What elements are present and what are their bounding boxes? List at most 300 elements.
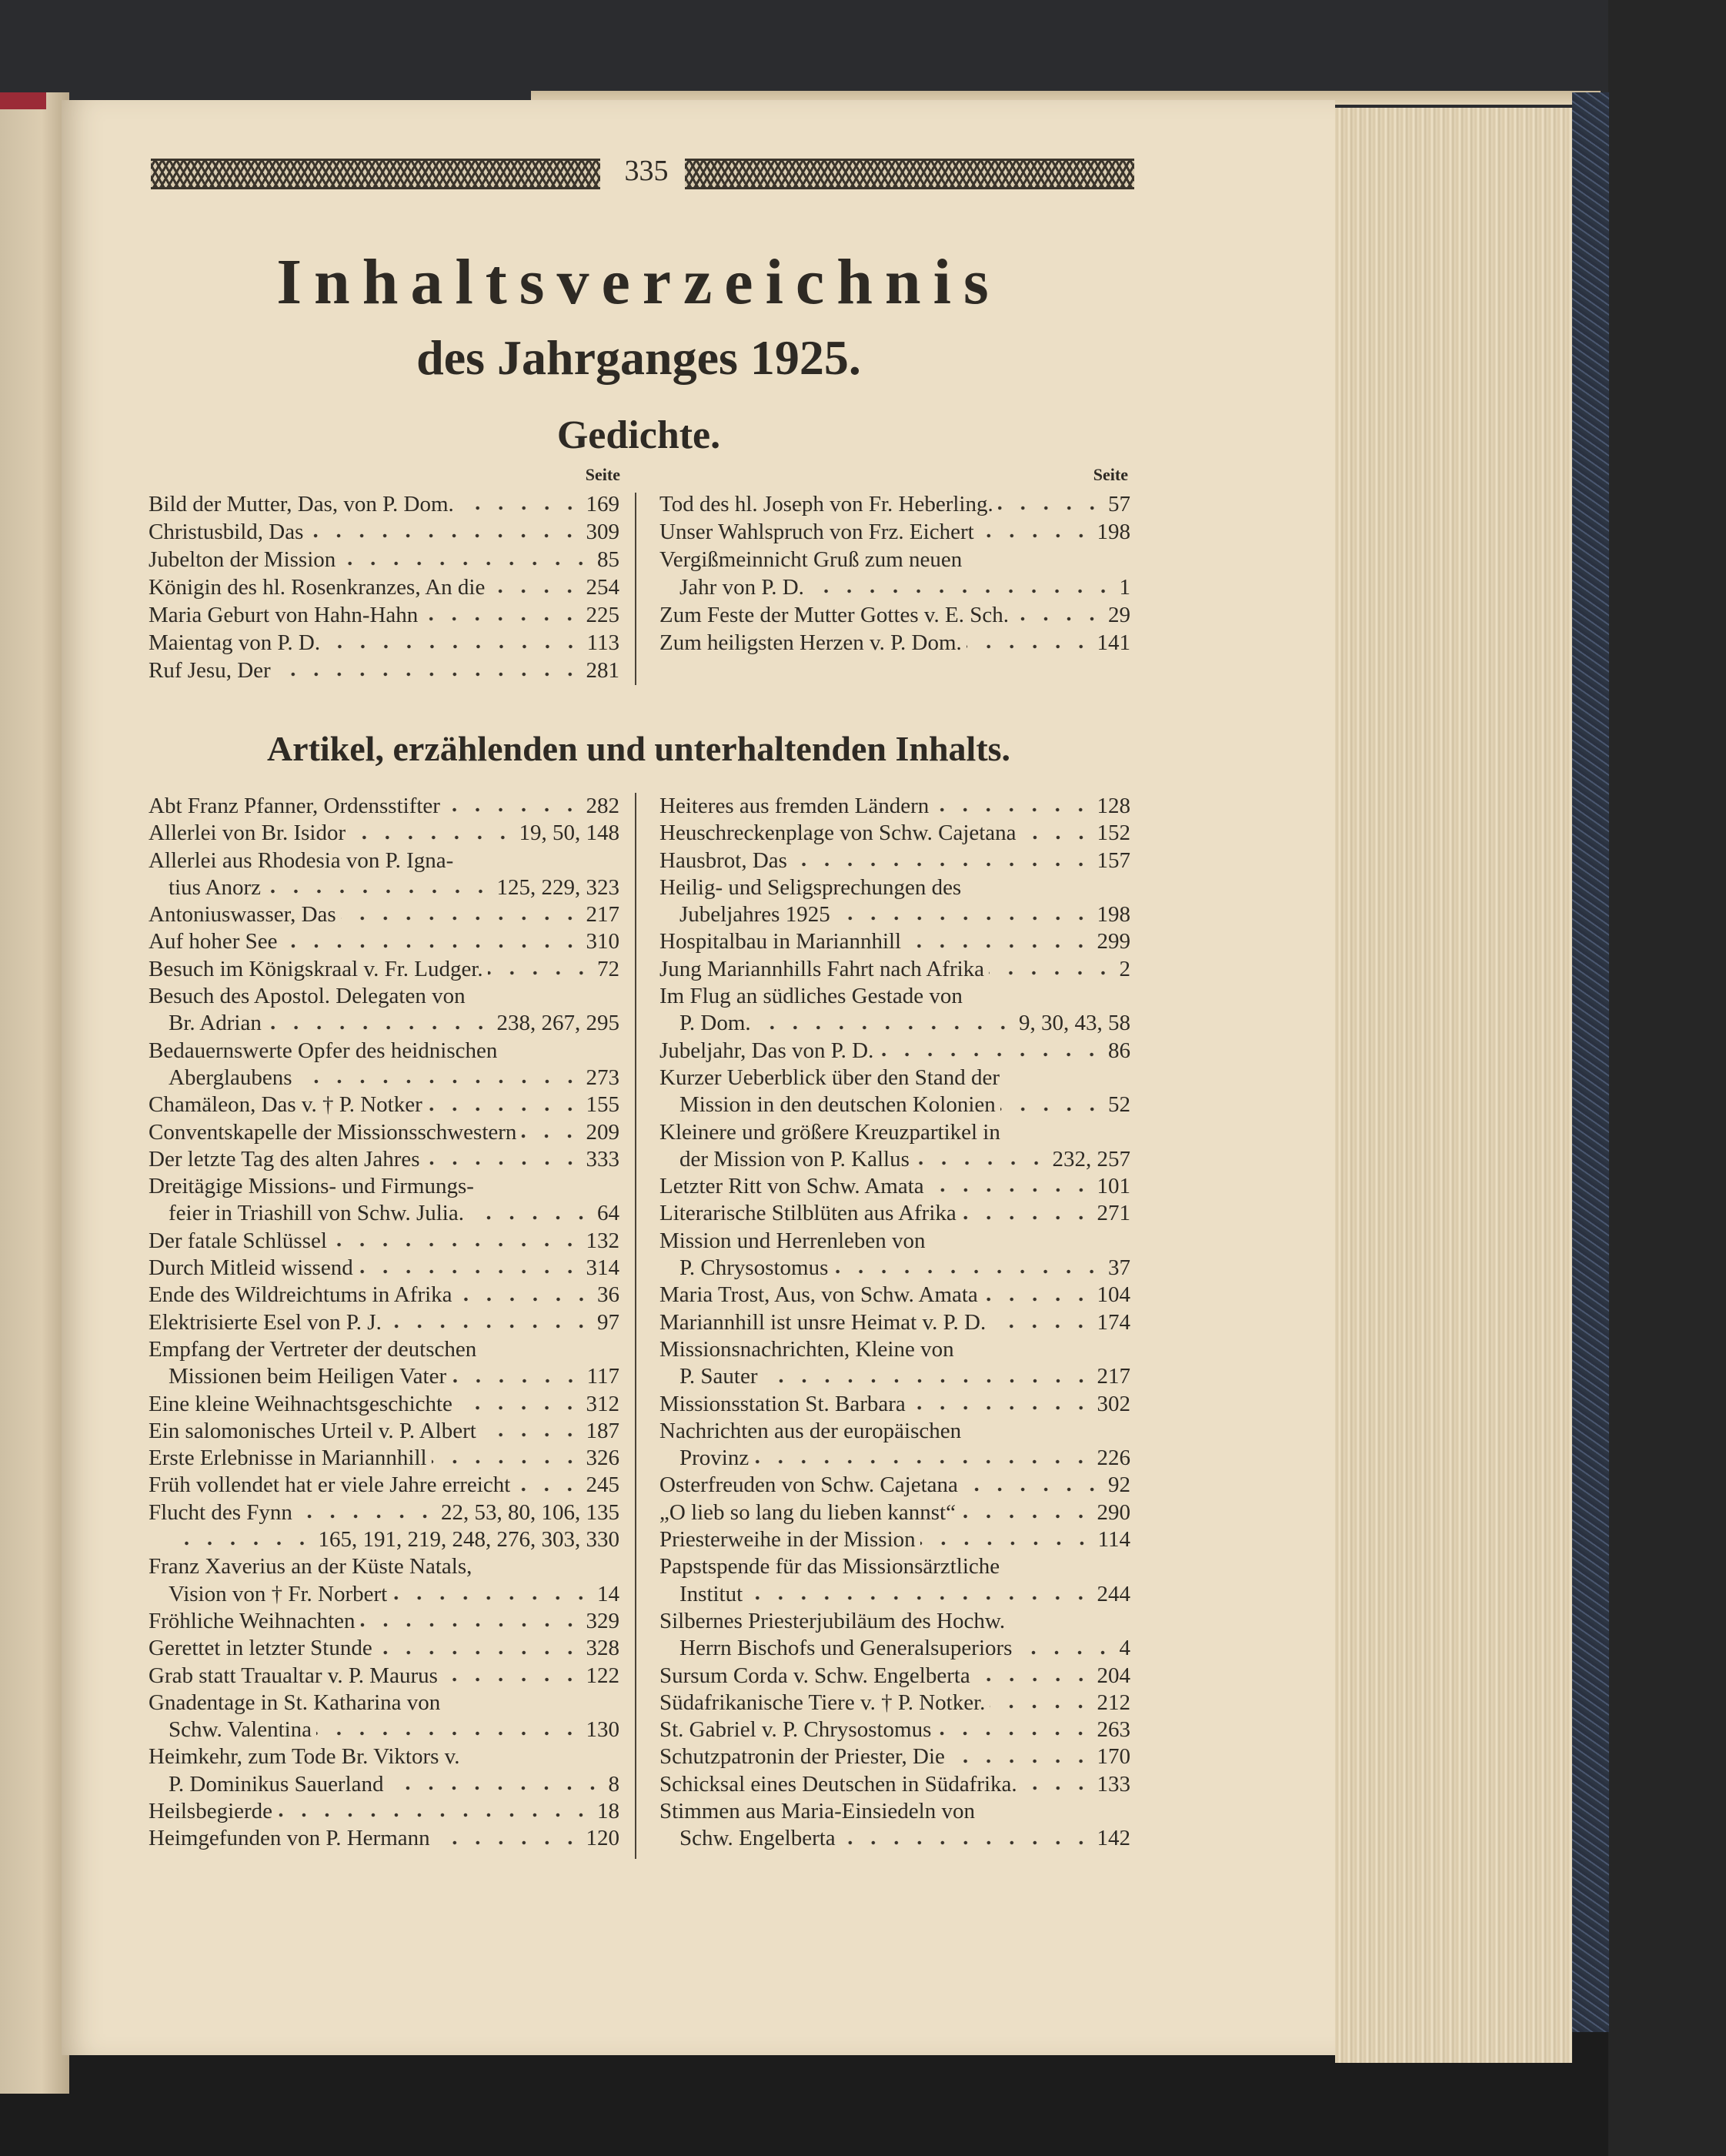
entry-page-number: 36 bbox=[597, 1282, 619, 1308]
dot-leader bbox=[488, 970, 593, 976]
entry-title: „O lieb so lang du lieben kannst“ bbox=[659, 1499, 956, 1525]
dot-leader bbox=[427, 1106, 582, 1112]
entry-title: Mission in den deutschen Kolonien bbox=[679, 1092, 996, 1118]
article-entry bbox=[149, 1581, 619, 1608]
entry-title: feier in Triashill von Schw. Julia. bbox=[169, 1201, 464, 1226]
article-entry bbox=[149, 956, 619, 983]
dot-leader bbox=[341, 915, 582, 921]
entry-title: Schw. Engelberta bbox=[679, 1826, 836, 1851]
entry-title: Eine kleine Weihnachtsgeschichte bbox=[149, 1391, 452, 1416]
entry-page-number: 152 bbox=[1097, 821, 1130, 846]
section-heading-articles: Artikel, erzählenden und unterhaltenden Inhalts. bbox=[266, 729, 1011, 768]
seite-label-left: Seite bbox=[585, 465, 620, 484]
article-entry bbox=[659, 1418, 1130, 1445]
poem-entry bbox=[149, 573, 619, 601]
article-entry bbox=[659, 901, 1130, 928]
entry-title: Dreitägige Missions- und Firmungs- bbox=[149, 1174, 474, 1199]
article-entry bbox=[149, 1391, 619, 1418]
entry-title: Maria Trost, Aus, von Schw. Amata bbox=[659, 1282, 978, 1308]
article-entry bbox=[149, 820, 619, 847]
article-entry bbox=[659, 1581, 1130, 1608]
entry-page-number: 263 bbox=[1097, 1717, 1130, 1743]
entry-page-number: 19, 50, 148 bbox=[519, 821, 619, 846]
entry-page-number: 104 bbox=[1097, 1282, 1130, 1308]
article-entry bbox=[659, 1690, 1130, 1716]
article-entry bbox=[149, 1825, 619, 1852]
entry-title: Mission und Herrenleben von bbox=[659, 1228, 926, 1253]
entry-page-number: 8 bbox=[608, 1771, 619, 1797]
entry-page-number: 72 bbox=[597, 956, 619, 981]
entry-title: Der letzte Tag des alten Jahres bbox=[149, 1146, 420, 1172]
article-entry bbox=[659, 1038, 1130, 1065]
dot-leader bbox=[929, 1187, 1093, 1193]
dot-leader bbox=[914, 1160, 1048, 1166]
entry-page-number: 169 bbox=[586, 492, 619, 516]
dot-leader bbox=[515, 1486, 581, 1492]
entry-title: Missionen beim Heiligen Vater bbox=[169, 1364, 447, 1389]
article-entry bbox=[149, 1635, 619, 1662]
column-divider bbox=[635, 493, 636, 685]
article-entry bbox=[149, 847, 619, 874]
entry-title: Schw. Valentina bbox=[169, 1717, 312, 1743]
dot-leader bbox=[963, 1486, 1103, 1492]
entry-title: Heilsbegierde bbox=[149, 1798, 273, 1823]
article-entry bbox=[149, 928, 619, 955]
entry-page-number: 92 bbox=[1108, 1472, 1130, 1498]
entry-page-number: 165, 191, 219, 248, 276, 303, 330 bbox=[318, 1527, 619, 1553]
dot-leader bbox=[936, 1730, 1092, 1736]
entry-page-number: 157 bbox=[1097, 847, 1130, 873]
article-entry bbox=[149, 901, 619, 928]
article-entry bbox=[659, 1608, 1130, 1635]
entry-title: Mariannhill ist unsre Heimat v. P. D. bbox=[659, 1309, 987, 1335]
entry-title: Jahr von P. D. bbox=[679, 575, 804, 600]
dot-leader bbox=[521, 1133, 581, 1139]
dot-leader bbox=[1022, 1785, 1093, 1791]
dot-leader bbox=[386, 1323, 593, 1329]
dot-leader bbox=[457, 1296, 593, 1302]
entry-page-number: 128 bbox=[1097, 794, 1130, 818]
entry-title: Zum Feste der Mutter Gottes v. E. Sch. bbox=[659, 603, 1009, 627]
entry-title: Maientag von P. D. bbox=[149, 630, 321, 655]
entry-title: Kurzer Ueberblick über den Stand der bbox=[659, 1065, 1000, 1090]
entry-title: Flucht des Fynn bbox=[149, 1499, 292, 1525]
article-entry bbox=[149, 1119, 619, 1146]
article-entry bbox=[149, 793, 619, 820]
article-entry bbox=[149, 1146, 619, 1173]
article-entry bbox=[149, 1499, 619, 1526]
entry-title: Sursum Corda v. Schw. Engelberta bbox=[659, 1663, 970, 1688]
dot-leader bbox=[389, 1785, 604, 1791]
page-number: 335 bbox=[624, 155, 669, 187]
article-entry bbox=[149, 1690, 619, 1716]
page-stack-edges bbox=[1335, 108, 1572, 2063]
entry-title: Erste Erlebnisse in Mariannhill bbox=[149, 1446, 427, 1471]
dot-leader bbox=[173, 1540, 314, 1546]
dot-leader bbox=[1017, 1650, 1114, 1656]
entry-page-number: 117 bbox=[586, 1364, 619, 1389]
entry-page-number: 22, 53, 80, 106, 135 bbox=[441, 1499, 619, 1525]
entry-title: Maria Geburt von Hahn-Hahn bbox=[149, 603, 419, 627]
entry-title: Gerettet in letzter Stunde bbox=[149, 1636, 372, 1661]
entry-page-number: 198 bbox=[1097, 902, 1130, 928]
entry-title: Vision von † Fr. Norbert bbox=[169, 1581, 388, 1606]
entry-title: Durch Mitleid wissend bbox=[149, 1255, 353, 1281]
entry-page-number: 244 bbox=[1097, 1581, 1130, 1606]
previous-page-edge bbox=[0, 92, 69, 2094]
article-entry bbox=[659, 928, 1130, 955]
article-entry bbox=[149, 1771, 619, 1798]
book-cover bbox=[1572, 92, 1609, 2032]
entry-title: Südafrikanische Tiere v. † P. Notker. bbox=[659, 1690, 986, 1715]
entry-title: Vergißmeinnicht Gruß zum neuen bbox=[659, 547, 963, 572]
dot-leader bbox=[392, 1595, 593, 1601]
entry-page-number: 238, 267, 295 bbox=[496, 1011, 619, 1036]
article-entry bbox=[149, 1418, 619, 1445]
entry-title: Allerlei von Br. Isidor bbox=[149, 821, 346, 846]
entry-title: Jubeljahres 1925 bbox=[679, 902, 830, 928]
header-ornament-right bbox=[685, 159, 1134, 189]
dot-leader bbox=[756, 1025, 1014, 1031]
entry-page-number: 125, 229, 323 bbox=[496, 874, 619, 900]
article-entry bbox=[149, 1309, 619, 1336]
dot-leader bbox=[435, 1840, 582, 1846]
entry-page-number: 155 bbox=[586, 1092, 619, 1118]
article-entry bbox=[659, 1472, 1130, 1499]
entry-title: Auf hoher See bbox=[149, 929, 278, 954]
dot-leader bbox=[350, 834, 514, 841]
dot-leader bbox=[297, 1078, 582, 1085]
article-entry bbox=[659, 793, 1130, 820]
dot-leader bbox=[961, 1215, 1093, 1221]
entry-title: Besuch im Königskraal v. Fr. Ludger. bbox=[149, 956, 483, 981]
article-entry bbox=[659, 1798, 1130, 1825]
dot-leader bbox=[489, 588, 581, 594]
article-entry bbox=[149, 1526, 619, 1553]
entry-title: Jung Mariannhills Fahrt nach Afrika bbox=[659, 956, 985, 981]
binding-spine bbox=[0, 92, 46, 109]
dot-leader bbox=[358, 1269, 582, 1275]
dot-leader bbox=[308, 533, 581, 539]
article-entry bbox=[149, 1010, 619, 1037]
entry-page-number: 299 bbox=[1097, 929, 1130, 954]
entry-page-number: 217 bbox=[1097, 1364, 1130, 1389]
dot-leader bbox=[966, 643, 1093, 650]
entry-page-number: 29 bbox=[1108, 603, 1130, 627]
entry-page-number: 271 bbox=[1097, 1201, 1130, 1226]
entry-title: Im Flug an südliches Gestade von bbox=[659, 984, 963, 1009]
poem-entry bbox=[149, 490, 619, 518]
dot-leader bbox=[906, 943, 1092, 949]
entry-page-number: 225 bbox=[586, 603, 619, 627]
article-entry bbox=[659, 1200, 1130, 1227]
entry-title: St. Gabriel v. P. Chrysostomus bbox=[659, 1717, 932, 1743]
dot-leader bbox=[332, 1242, 582, 1248]
dot-leader bbox=[920, 1540, 1093, 1546]
entry-page-number: 101 bbox=[1097, 1174, 1130, 1199]
entry-page-number: 37 bbox=[1108, 1255, 1130, 1281]
article-entry bbox=[659, 1825, 1130, 1852]
entry-page-number: 122 bbox=[586, 1663, 619, 1688]
dot-leader bbox=[809, 588, 1115, 594]
article-entry bbox=[149, 1200, 619, 1227]
poem-entry bbox=[149, 657, 619, 684]
entry-page-number: 333 bbox=[586, 1146, 619, 1172]
article-entry bbox=[659, 1010, 1130, 1037]
dot-leader bbox=[377, 1650, 582, 1656]
dot-leader bbox=[297, 1513, 436, 1519]
article-entry bbox=[659, 1716, 1130, 1743]
entry-title: Jubelton der Mission bbox=[149, 547, 336, 572]
entry-page-number: 170 bbox=[1097, 1744, 1130, 1770]
article-entry bbox=[149, 1065, 619, 1091]
entry-title: Antoniuswasser, Das bbox=[149, 902, 336, 928]
entry-page-number: 329 bbox=[586, 1608, 619, 1633]
entry-page-number: 9, 30, 43, 58 bbox=[1019, 1011, 1130, 1036]
dot-leader bbox=[325, 643, 582, 650]
entry-page-number: 226 bbox=[1097, 1446, 1130, 1471]
dot-leader bbox=[275, 671, 582, 677]
dot-leader bbox=[1000, 1106, 1103, 1112]
article-entry bbox=[149, 1472, 619, 1499]
article-entry bbox=[659, 1363, 1130, 1390]
poems-column-left bbox=[149, 490, 619, 684]
article-entry bbox=[659, 1499, 1130, 1526]
entry-title: Allerlei aus Rhodesia von P. Igna- bbox=[149, 847, 454, 873]
header-ornament-left bbox=[151, 159, 600, 189]
dot-leader bbox=[975, 1676, 1093, 1683]
dot-leader bbox=[753, 1459, 1092, 1465]
dot-leader bbox=[833, 1269, 1103, 1275]
entry-page-number: 113 bbox=[586, 630, 619, 655]
entry-page-number: 174 bbox=[1097, 1309, 1130, 1335]
article-entry bbox=[149, 1363, 619, 1390]
entry-page-number: 2 bbox=[1119, 956, 1130, 981]
entry-page-number: 312 bbox=[586, 1391, 619, 1416]
entry-title: Schutzpatronin der Priester, Die bbox=[659, 1744, 945, 1770]
articles-column-left bbox=[149, 793, 619, 1853]
article-entry bbox=[659, 1771, 1130, 1798]
dot-leader bbox=[316, 1730, 581, 1736]
entry-title: P. Chrysostomus bbox=[679, 1255, 829, 1281]
article-entry bbox=[659, 1146, 1130, 1173]
entry-page-number: 273 bbox=[586, 1065, 619, 1090]
entry-title: Bedauernswerte Opfer des heidnischen bbox=[149, 1038, 498, 1063]
dot-leader bbox=[360, 1622, 582, 1628]
entry-page-number: 204 bbox=[1097, 1663, 1130, 1688]
entry-title: Priesterweihe in der Mission bbox=[659, 1527, 916, 1553]
article-entry bbox=[659, 1065, 1130, 1091]
entry-title: Aberglaubens bbox=[169, 1065, 292, 1090]
entry-page-number: 212 bbox=[1097, 1690, 1130, 1715]
dot-leader bbox=[277, 1812, 593, 1818]
article-entry bbox=[659, 1553, 1130, 1580]
entry-title: Hausbrot, Das bbox=[659, 847, 787, 873]
article-entry bbox=[149, 1228, 619, 1255]
dot-leader bbox=[990, 1323, 1092, 1329]
entry-page-number: 120 bbox=[586, 1826, 619, 1851]
entry-title: tius Anorz bbox=[169, 874, 262, 900]
entry-title: Letzter Ritt von Schw. Amata bbox=[659, 1174, 924, 1199]
entry-title: Herrn Bischofs und Generalsuperiors bbox=[679, 1636, 1013, 1661]
article-entry bbox=[659, 820, 1130, 847]
dot-leader bbox=[979, 533, 1093, 539]
entry-page-number: 142 bbox=[1097, 1826, 1130, 1851]
dot-leader bbox=[933, 807, 1092, 813]
dot-leader bbox=[983, 1296, 1093, 1302]
entry-page-number: 141 bbox=[1097, 630, 1130, 655]
entry-title: Jubeljahr, Das von P. D. bbox=[659, 1038, 874, 1063]
entry-page-number: 52 bbox=[1108, 1092, 1130, 1118]
entry-title: Ende des Wildreichtums in Afrika bbox=[149, 1282, 452, 1308]
entry-page-number: 86 bbox=[1108, 1038, 1130, 1063]
article-entry bbox=[659, 1119, 1130, 1146]
dot-leader bbox=[425, 1160, 582, 1166]
entry-title: Früh vollendet hat er viele Jahre erreicht bbox=[149, 1472, 511, 1498]
entry-title: Nachrichten aus der europäischen bbox=[659, 1418, 962, 1443]
entry-title: Hospitalbau in Mariannhill bbox=[659, 929, 902, 954]
dot-leader bbox=[1021, 834, 1093, 841]
entry-title: Institut bbox=[679, 1581, 743, 1606]
dot-leader bbox=[763, 1378, 1093, 1384]
dot-leader bbox=[1013, 616, 1103, 622]
section-heading-poems: Gedichte. bbox=[556, 413, 721, 457]
entry-page-number: 1 bbox=[1119, 575, 1130, 600]
dot-leader bbox=[469, 1215, 593, 1221]
article-entry bbox=[149, 1743, 619, 1770]
dot-leader bbox=[442, 1676, 582, 1683]
article-entry bbox=[659, 1663, 1130, 1690]
entry-page-number: 328 bbox=[586, 1636, 619, 1661]
entry-page-number: 326 bbox=[586, 1446, 619, 1471]
article-entry bbox=[149, 1282, 619, 1309]
page-subtitle: des Jahrganges 1925. bbox=[416, 330, 861, 385]
article-entry bbox=[149, 1445, 619, 1472]
entry-title: Stimmen aus Maria-Einsiedeln von bbox=[659, 1798, 975, 1823]
article-entry bbox=[149, 983, 619, 1010]
entry-title: Kleinere und größere Kreuzpartikel in bbox=[659, 1119, 1000, 1145]
dot-leader bbox=[266, 1025, 492, 1031]
entry-title: Abt Franz Pfanner, Ordensstifter bbox=[149, 794, 440, 818]
entry-page-number: 57 bbox=[1108, 492, 1130, 516]
dot-leader bbox=[422, 616, 581, 622]
dot-leader bbox=[265, 888, 492, 894]
article-entry bbox=[149, 874, 619, 901]
entry-title: Osterfreuden von Schw. Cajetana bbox=[659, 1472, 958, 1498]
entry-page-number: 310 bbox=[586, 929, 619, 954]
article-entry bbox=[659, 956, 1130, 983]
dot-leader bbox=[910, 1405, 1093, 1411]
article-entry bbox=[659, 1228, 1130, 1255]
entry-page-number: 198 bbox=[1097, 520, 1130, 544]
article-entry bbox=[659, 847, 1130, 874]
article-entry bbox=[149, 1798, 619, 1825]
dot-leader bbox=[989, 970, 1114, 976]
entry-title: der Mission von P. Kallus bbox=[679, 1146, 910, 1172]
article-entry bbox=[659, 1336, 1130, 1363]
dot-leader bbox=[747, 1595, 1092, 1601]
article-entry bbox=[659, 1445, 1130, 1472]
entry-title: Fröhliche Weihnachten bbox=[149, 1608, 356, 1633]
poem-entry bbox=[149, 546, 619, 573]
entry-title: Missionsnachrichten, Kleine von bbox=[659, 1336, 954, 1362]
entry-title: Br. Adrian bbox=[169, 1011, 262, 1036]
poem-entry bbox=[659, 573, 1130, 601]
entry-title: Zum heiligsten Herzen v. P. Dom. bbox=[659, 630, 962, 655]
poem-entry bbox=[659, 490, 1130, 518]
article-entry bbox=[149, 1255, 619, 1282]
entry-title: Heimgefunden von P. Hermann bbox=[149, 1826, 430, 1851]
entry-title: Unser Wahlspruch von Frz. Eichert bbox=[659, 520, 974, 544]
entry-title: Elektrisierte Esel von P. J. bbox=[149, 1309, 382, 1335]
entry-title: Ruf Jesu, Der bbox=[149, 658, 271, 683]
dot-leader bbox=[459, 505, 582, 511]
entry-title: Literarische Stilblüten aus Afrika bbox=[659, 1201, 956, 1226]
article-entry bbox=[149, 1716, 619, 1743]
entry-page-number: 18 bbox=[597, 1798, 619, 1823]
entry-title: Conventskapelle der Missionsschwestern bbox=[149, 1119, 517, 1145]
poem-entry bbox=[659, 629, 1130, 657]
dot-leader bbox=[457, 1405, 582, 1411]
entry-title: Tod des hl. Joseph von Fr. Heberling. bbox=[659, 492, 993, 516]
dot-leader bbox=[282, 943, 582, 949]
article-entry bbox=[659, 1091, 1130, 1118]
dot-leader bbox=[792, 861, 1093, 867]
entry-page-number: 133 bbox=[1097, 1771, 1130, 1797]
entry-title: Heilig- und Seligsprechungen des bbox=[659, 874, 962, 900]
entry-page-number: 85 bbox=[597, 547, 619, 572]
dot-leader bbox=[950, 1758, 1093, 1764]
entry-title: Ein salomonisches Urteil v. P. Albert bbox=[149, 1418, 476, 1443]
article-entry bbox=[659, 1635, 1130, 1662]
entry-title: Bild der Mutter, Das, von P. Dom. bbox=[149, 492, 454, 516]
article-entry bbox=[149, 1173, 619, 1200]
page-title: Inhaltsverzeichnis bbox=[276, 246, 1001, 318]
poems-column-right bbox=[659, 490, 1130, 657]
column-divider bbox=[635, 793, 636, 1859]
dot-leader bbox=[432, 1459, 582, 1465]
article-entry bbox=[659, 1173, 1130, 1200]
dot-leader bbox=[340, 560, 593, 567]
entry-page-number: 130 bbox=[586, 1717, 619, 1743]
poem-entry bbox=[149, 629, 619, 657]
entry-title: P. Dominikus Sauerland bbox=[169, 1771, 384, 1797]
article-entry bbox=[149, 1038, 619, 1065]
dot-leader bbox=[451, 1378, 582, 1384]
entry-title: Empfang der Vertreter der deutschen bbox=[149, 1336, 477, 1362]
article-entry bbox=[659, 983, 1130, 1010]
dot-leader bbox=[835, 915, 1093, 921]
entry-title: P. Sauter bbox=[679, 1364, 758, 1389]
entry-title: Schicksal eines Deutschen in Südafrika. bbox=[659, 1771, 1017, 1797]
entry-title: Besuch des Apostol. Delegaten von bbox=[149, 984, 466, 1009]
entry-page-number: 282 bbox=[586, 794, 619, 818]
entry-title: Christusbild, Das bbox=[149, 520, 304, 544]
article-entry bbox=[659, 1526, 1130, 1553]
article-entry bbox=[659, 1743, 1130, 1770]
entry-page-number: 232, 257 bbox=[1052, 1146, 1130, 1172]
entry-title: Der fatale Schlüssel bbox=[149, 1228, 327, 1253]
dot-leader bbox=[481, 1432, 582, 1438]
poem-entry bbox=[659, 601, 1130, 629]
entry-title: Heuschreckenplage von Schw. Cajetana bbox=[659, 821, 1017, 846]
entry-title: P. Dom. bbox=[679, 1011, 751, 1036]
entry-title: Grab statt Traualtar v. P. Maurus bbox=[149, 1663, 438, 1688]
dot-leader bbox=[960, 1513, 1093, 1519]
seite-label-right: Seite bbox=[1093, 465, 1128, 484]
entry-title: Papstspende für das Missionsärztliche bbox=[659, 1554, 1000, 1579]
article-entry bbox=[659, 1309, 1130, 1336]
